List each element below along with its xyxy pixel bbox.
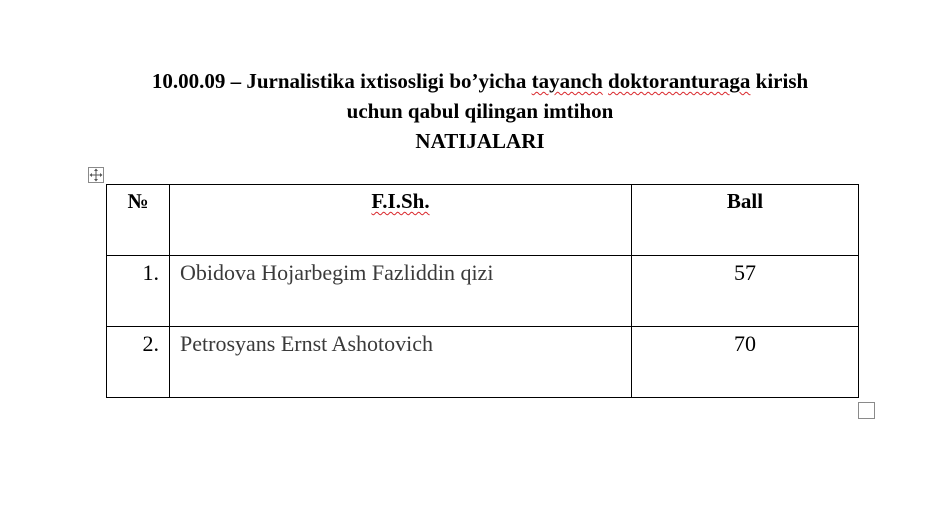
table-move-handle[interactable] xyxy=(88,167,104,183)
row-name: Petrosyans Ernst Ashotovich xyxy=(170,327,632,398)
row-number: 2. xyxy=(107,327,170,398)
row-score: 57 xyxy=(632,256,859,327)
row-number: 1. xyxy=(107,256,170,327)
title-text-spellcheck-word-2: doktoranturaga xyxy=(608,69,751,93)
document-title xyxy=(60,66,900,156)
header-name xyxy=(170,185,632,256)
row-score: 70 xyxy=(632,327,859,398)
title-text-1a: 10.00.09 – Jurnalistika ixtisosligi bo’yicha xyxy=(151,69,532,93)
results-table xyxy=(106,184,859,398)
table-row xyxy=(107,327,859,398)
table-header-row xyxy=(107,185,859,256)
move-arrows-icon xyxy=(89,168,103,182)
header-score: Ball xyxy=(632,185,859,256)
table-resize-handle[interactable] xyxy=(858,402,875,419)
title-line-3: NATIJALARI xyxy=(415,129,545,153)
row-name: Obidova Hojarbegim Fazliddin qizi xyxy=(170,256,632,327)
header-number: № xyxy=(107,185,170,256)
header-name-text: F.I.Sh. xyxy=(371,189,430,213)
table-row xyxy=(107,256,859,327)
title-line-2: uchun qabul qilingan imtihon xyxy=(346,99,614,123)
title-text-spellcheck-word-1: tayanch xyxy=(531,69,603,93)
title-text-1e: kirish xyxy=(750,69,809,93)
title-line-1 xyxy=(60,66,900,96)
